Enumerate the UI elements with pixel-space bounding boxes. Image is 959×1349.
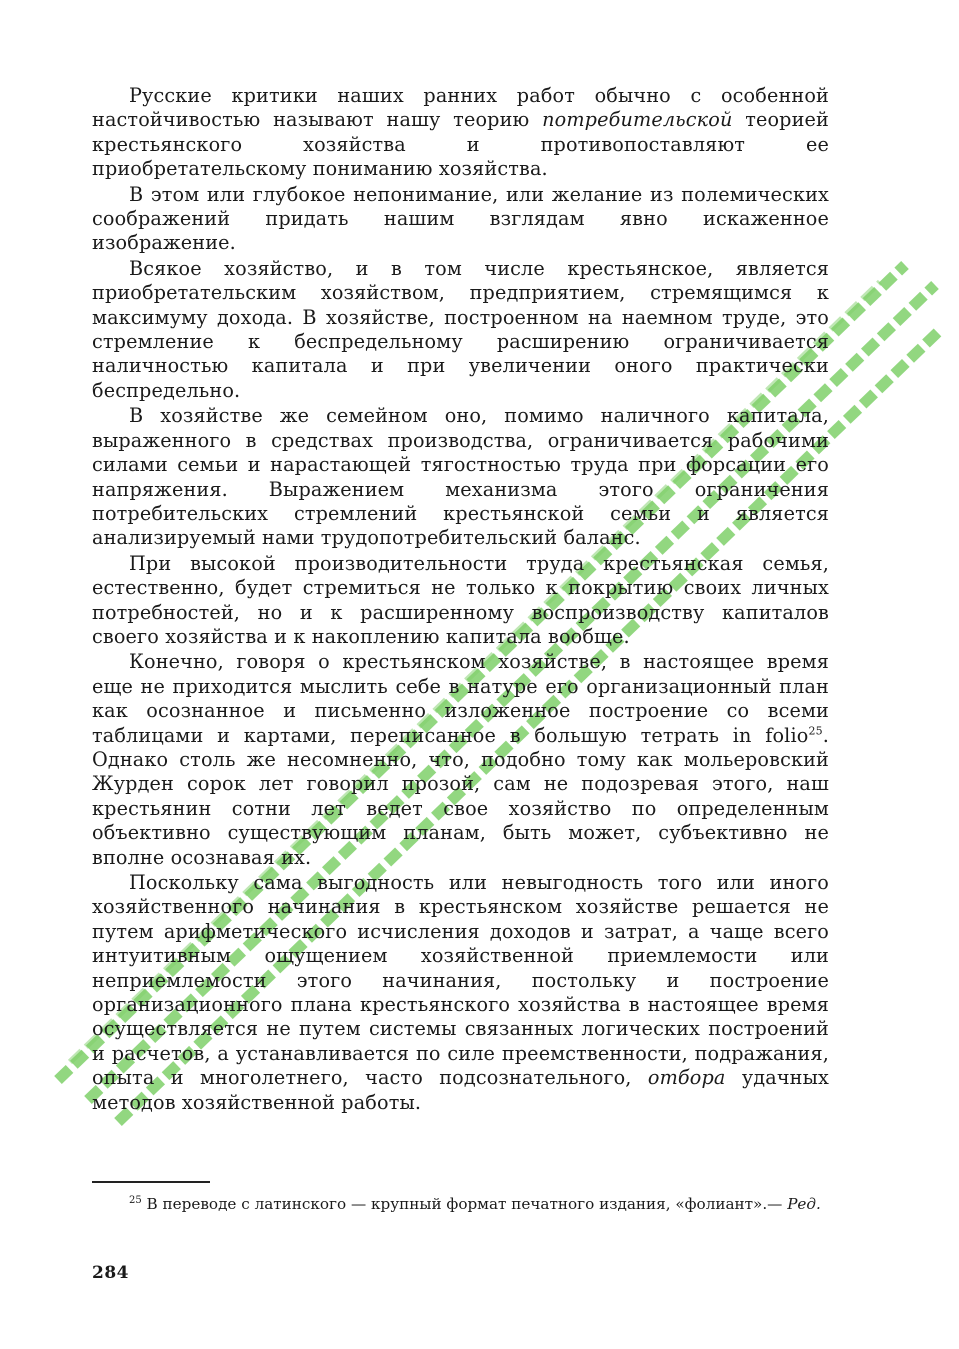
paragraph-3: Всякое хозяйство, и в том числе крестьянское, является приобретательским хозяйством, предприятием, стремящимся к максимуму дохода. В хозяйстве, построенном на наемном труде, это стремление к беспредельному расширению ограничивается наличностью капитала и при увеличении оного практически беспредельно.: [92, 256, 829, 402]
footnote-divider: [92, 1181, 210, 1183]
emphasis-potrebitelskoy: потребительской: [542, 108, 733, 132]
paragraph-7-text-a: Поскольку сама выгодность или невыгодность того или иного хозяйственного начинания в крестьянском хозяйстве решается не путем арифметического исчисления доходов и затрат, а чаще всего интуитивным ощущением хозяйственной приемлемости или неприемлемости этого начинания, постольку и построение организационного плана крестьянского хозяйства в настоящее время осуществляется не путем системы связанных логических построений и расчетов, а устанавливается по силе преемственности, подражания, опыта и многолетнего, часто подсознательного,: [92, 871, 829, 1090]
paragraph-6: [92, 650, 829, 870]
paragraph-1-text-b: теорией крестьянского хозяйства и противопоставляют ее приобретательскому пониманию хозяйства.: [92, 108, 829, 181]
paragraph-7: [92, 871, 829, 1115]
paragraph-5: При высокой производительности труда крестьянская семья, естественно, будет стремиться не только к покрытию своих личных потребностей, но и к расширенному воспроизводству капиталов своего хозяйства и к накоплению капитала вообще.: [92, 551, 829, 648]
footnote-reference[interactable]: 25: [808, 724, 823, 738]
footnote-number: 25: [129, 1194, 142, 1206]
footnote: [92, 1194, 829, 1214]
paragraph-1: [92, 84, 829, 182]
page-body: [92, 84, 829, 1116]
footnote-editor-mark: Ред.: [787, 1195, 821, 1213]
paragraph-6-text-b: . Однако столь же несомненно, что, подобно тому как мольеровский Журден сорок лет говорил прозой, сам не подозревая этого, наш крестьянин сотни лет ведет свое хозяйство по определенным объективно существующим планам, быть может, субъективно не вполне осознавая их.: [92, 723, 829, 869]
emphasis-otbora: отбора: [647, 1066, 726, 1090]
footnote-text: В переводе с латинского — крупный формат печатного издания, «фолиант».—: [141, 1195, 788, 1213]
paragraph-2: В этом или глубокое непонимание, или желание из полемических соображений придать нашим взглядам явно искаженное изображение.: [92, 182, 829, 255]
page-number: 284: [92, 1263, 129, 1283]
paragraph-1-text-a: Русские критики наших ранних работ обычно с особенной настойчивостью называют нашу теорию: [92, 84, 829, 132]
paragraph-6-text-a: Конечно, говоря о крестьянском хозяйстве, в настоящее время еще не приходится мыслить себе в натуре его организационный план как осознанное и письменно изложенное построение со всеми таблицами и картами, переписанное в большую тетрать in folio: [92, 650, 829, 747]
paragraph-7-text-b: удачных методов хозяйственной работы.: [92, 1066, 829, 1114]
paragraph-4: В хозяйстве же семейном оно, помимо наличного капитала, выраженного в средствах производства, ограничивается рабочими силами семьи и нарастающей тягостностью труда при форсации его напряжения. Выражением механизма этого ограничения потребительских стремлений крестьянской семьи и является анализируемый нами трудопотребительский баланс.: [92, 404, 829, 550]
